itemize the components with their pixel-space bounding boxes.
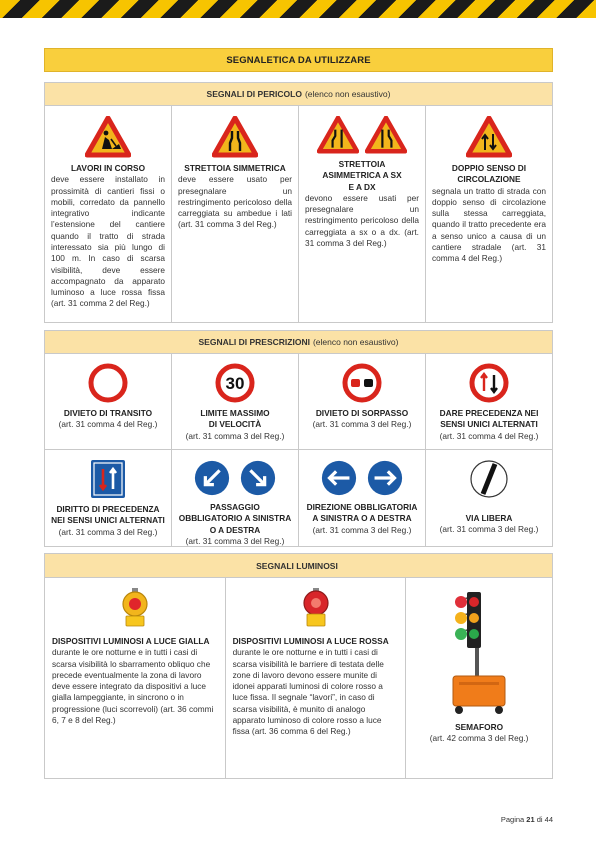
sign-card-divieto-transito — [45, 354, 172, 449]
section-luminosi — [44, 553, 553, 779]
light-card-rossa — [226, 578, 407, 778]
sign-reference: (art. 31 comma 4 del Reg.) — [58, 419, 158, 430]
sign-name: VIA LIBERA — [465, 513, 513, 523]
sign-name: DARE PRECEDENZA NEI SENSI UNICI ALTERNATI — [439, 408, 539, 430]
keep-left-sign-icon — [193, 459, 231, 497]
narrow-road-right-sign-icon — [365, 116, 407, 154]
sign-card-direzione-obbligatoria — [299, 450, 426, 546]
sign-description: devono essere usati per presegnalare un restringimento pericoloso della carreggiata a sx o a dx. (art. 31 comma 3 del Reg.) — [305, 192, 419, 248]
two-way-traffic-sign-icon — [466, 116, 512, 158]
sign-description: deve essere usato per presegnalare un restringimento pericoloso della carreggiata su ambedue i lati (art. 31 comma 3 del Reg.) — [178, 174, 292, 230]
sign-card-divieto-sorpasso — [299, 354, 426, 449]
sign-reference: (art. 31 comma 3 del Reg.) — [439, 524, 539, 535]
sign-card-lavori — [45, 106, 172, 322]
page-total: di 44 — [536, 815, 553, 824]
sign-name: PASSAGGIO OBBLIGATORIO A SINISTRA O A DESTRA — [178, 502, 292, 535]
sign-card-dare-precedenza — [426, 354, 552, 449]
light-description: durante le ore notturne e in tutti i casi di scarsa visibilità le barriere di testata delle zone di lavoro devono essere munite di idonei apparati luminosi di colore rosso a luce fissa. Il segnale “lavori”, in caso di scarsa visibilità, è munito di analogo apparato luminoso di colore rosso a luce fissa (art. 36 comma 6 del Reg.) — [232, 647, 384, 737]
section-header — [45, 83, 552, 106]
turn-left-sign-icon — [320, 459, 358, 497]
section-pericolo — [44, 82, 553, 323]
sign-name: DIVIETO DI TRANSITO — [63, 408, 153, 418]
hazard-stripe-band — [0, 0, 596, 18]
section-prescrizioni — [44, 330, 553, 547]
section-title: SEGNALI DI PERICOLO — [206, 89, 302, 99]
light-description: durante le ore notturne e in tutti i casi di scarsa visibilità lo sbarramento obliquo che precede eventualmente la zona di lavoro deve essere integrato da dispositivi a luce gialla lampeggiante, in sincrono o in progressione (luci scorrevoli) (art. 36 commi 6, 7 e 8 del Reg.) — [52, 647, 214, 725]
sign-reference: (art. 31 comma 3 del Reg.) — [312, 524, 412, 535]
sign-card-strettoia-asimmetrica — [299, 106, 426, 322]
sign-card-passaggio-obbligatorio — [172, 450, 299, 546]
light-reference: (art. 42 comma 3 del Reg.) — [429, 733, 529, 744]
narrow-road-left-sign-icon — [317, 116, 359, 154]
sign-description: deve essere installato in prossimità di cantieri fissi o mobili, corredato da pannello integrativo indicante l’estensione del cantiere quando il tratto di strada interessato sia più lungo di 100 m. In caso di scarsa visibilità, deve essere accompagnato da apparato luminoso a luce rossa fissa (art. 31 comma 2 del Reg.) — [51, 174, 165, 309]
light-name: DISPOSITIVI LUMINOSI A LUCE ROSSA — [232, 636, 389, 646]
narrow-road-sign-icon — [212, 116, 258, 158]
sign-card-strettoia-simmetrica — [172, 106, 299, 322]
page-footer — [501, 815, 553, 824]
sign-name: DIRITTO DI PRECEDENZA NEI SENSI UNICI ALTERNATI — [51, 504, 165, 526]
end-of-restrictions-sign-icon — [469, 459, 509, 499]
light-name: DISPOSITIVI LUMINOSI A LUCE GIALLA — [52, 636, 210, 646]
section-header — [45, 554, 552, 578]
sign-name: DOPPIO SENSO DI CIRCOLAZIONE — [451, 163, 527, 185]
sign-card-doppio-senso — [426, 106, 552, 322]
keep-right-sign-icon — [239, 459, 277, 497]
sign-reference: (art. 31 comma 3 del Reg.) — [185, 430, 285, 441]
sign-name: DIREZIONE OBBLIGATORIA A SINISTRA O A DESTRA — [306, 502, 418, 524]
speed-limit-sign-icon — [215, 363, 255, 403]
sign-reference: (art. 31 comma 4 del Reg.) — [439, 430, 539, 441]
sign-name: DIVIETO DI SORPASSO — [315, 408, 409, 418]
sign-description: segnala un tratto di strada con doppio senso di circolazione sulla stessa carreggiata, quando il tratto precedente era a senso unico a causa di un cantiere stradale (art. 31 comma 4 del Reg.) — [432, 185, 546, 264]
turn-right-sign-icon — [366, 459, 404, 497]
page-title: SEGNALETICA DA UTILIZZARE — [44, 48, 553, 72]
footer-label: Pagina — [500, 815, 525, 824]
sign-name: LIMITE MASSIMO DI VELOCITÀ — [200, 408, 270, 430]
speed-limit-value: 30 — [225, 374, 245, 393]
light-card-semaforo — [406, 578, 552, 778]
sign-card-via-libera — [426, 450, 552, 546]
priority-over-oncoming-sign-icon — [90, 459, 126, 499]
sign-name: LAVORI IN CORSO — [70, 163, 146, 173]
no-overtaking-sign-icon — [342, 363, 382, 403]
red-warning-lamp-icon — [301, 588, 331, 628]
sign-reference: (art. 31 comma 3 del Reg.) — [185, 535, 285, 546]
sign-name: STRETTOIA ASIMMETRICA A SX E A DX — [322, 159, 402, 192]
yellow-warning-lamp-icon — [120, 588, 150, 628]
give-way-oncoming-sign-icon — [469, 363, 509, 403]
section-title: SEGNALI DI PRESCRIZIONI — [198, 337, 310, 347]
light-card-gialla — [45, 578, 226, 778]
section-note: (elenco non esaustivo) — [312, 337, 399, 347]
section-note: (elenco non esaustivo) — [304, 89, 391, 99]
sign-name: STRETTOIA SIMMETRICA — [184, 163, 286, 173]
sign-card-diritto-precedenza — [45, 450, 172, 546]
portable-traffic-light-icon — [439, 586, 519, 718]
page-number: 21 — [526, 815, 535, 824]
sign-card-limite-velocita — [172, 354, 299, 449]
sign-reference: (art. 31 comma 3 del Reg.) — [58, 526, 158, 537]
no-entry-sign-icon — [88, 363, 128, 403]
sign-reference: (art. 31 comma 3 del Reg.) — [312, 419, 412, 430]
section-header — [45, 331, 552, 354]
roadworks-sign-icon — [85, 116, 131, 158]
light-name: SEMAFORO — [455, 722, 504, 732]
section-title: SEGNALI LUMINOSI — [256, 560, 338, 571]
